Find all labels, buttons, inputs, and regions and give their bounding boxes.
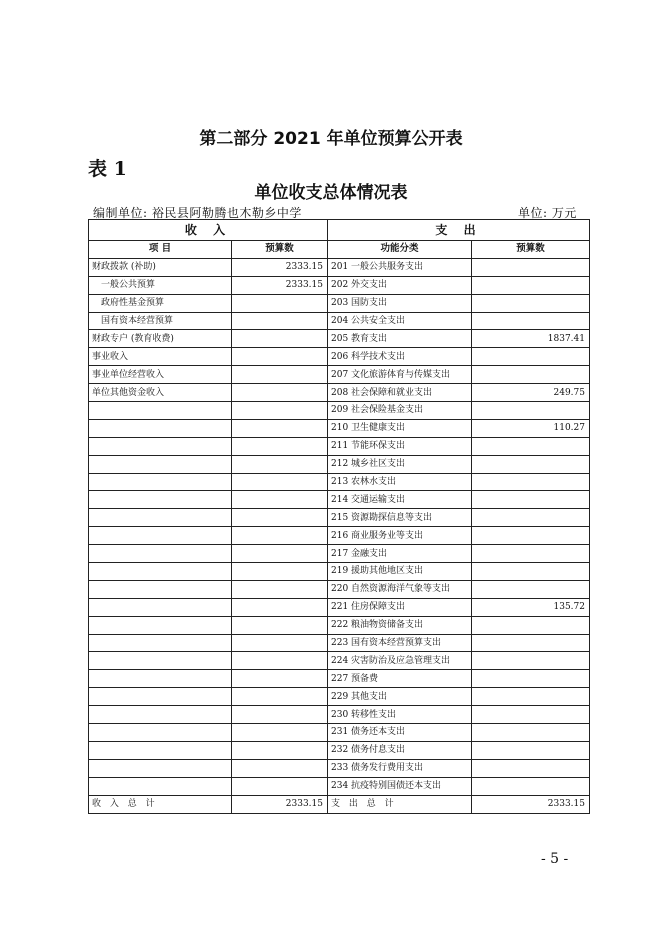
table-row [89,527,590,545]
income-budget-cell [232,777,328,795]
expense-category-cell: 214 交通运输支出 [328,491,472,509]
income-item-cell [89,509,232,527]
expense-category-cell: 211 节能环保支出 [328,437,472,455]
income-budget-cell [232,437,328,455]
table-row [89,473,590,491]
expense-budget-cell [472,509,590,527]
expense-category-cell: 232 债务付息支出 [328,741,472,759]
income-budget-cell [232,366,328,384]
expense-budget-cell [472,276,590,294]
income-item-cell [89,724,232,742]
table-row [89,741,590,759]
expense-budget-cell: 135.72 [472,598,590,616]
income-item-cell: 国有资本经营预算 [89,312,232,330]
budget-table [88,219,590,814]
income-item-cell [89,563,232,581]
income-item-cell: 事业单位经营收入 [89,366,232,384]
expense-budget-cell [472,366,590,384]
expense-budget-cell [472,258,590,276]
col-header-budget-2: 预算数 [472,241,590,259]
income-budget-cell [232,598,328,616]
expense-category-cell: 202 外交支出 [328,276,472,294]
expense-category-cell: 227 预备费 [328,670,472,688]
income-item-cell [89,706,232,724]
income-budget-cell [232,294,328,312]
income-budget-cell [232,455,328,473]
table-row [89,616,590,634]
expense-category-cell: 229 其他支出 [328,688,472,706]
income-item-cell [89,652,232,670]
table-row [89,580,590,598]
table-title: 单位收支总体情况表 [254,183,408,203]
expense-category-cell: 205 教育支出 [328,330,472,348]
income-budget-cell [232,741,328,759]
expense-budget-cell [472,545,590,563]
table-row [89,366,590,384]
expense-category-cell: 234 抗疫特别国债还本支出 [328,777,472,795]
income-item-cell [89,777,232,795]
part-title: 第二部分 2021 年单位预算公开表 [199,129,463,149]
income-budget-cell [232,402,328,420]
table-row [89,455,590,473]
table-row [89,384,590,402]
compiling-unit: 编制单位: 裕民县阿勒腾也木勒乡中学 [93,206,302,220]
income-item-cell [89,634,232,652]
income-item-cell: 一般公共预算 [89,276,232,294]
income-budget-cell: 2333.15 [232,276,328,294]
expense-category-cell: 216 商业服务业等支出 [328,527,472,545]
expense-budget-cell [472,455,590,473]
income-budget-cell [232,509,328,527]
expense-total-label: 支 出 总 计 [328,795,472,813]
expense-category-cell: 221 住房保障支出 [328,598,472,616]
expense-budget-cell [472,312,590,330]
income-budget-cell [232,759,328,777]
expense-category-cell: 207 文化旅游体育与传媒支出 [328,366,472,384]
totals-row [89,795,590,813]
table-row [89,258,590,276]
income-budget-cell [232,688,328,706]
col-header-budget: 预算数 [232,241,328,259]
income-budget-cell [232,384,328,402]
expense-budget-cell [472,616,590,634]
expense-category-cell: 204 公共安全支出 [328,312,472,330]
table-row [89,563,590,581]
income-item-cell [89,545,232,563]
income-budget-cell [232,580,328,598]
expense-category-cell: 217 金融支出 [328,545,472,563]
income-budget-cell [232,706,328,724]
expense-category-cell: 230 转移性支出 [328,706,472,724]
income-item-cell [89,527,232,545]
table-row [89,294,590,312]
expense-budget-cell: 249.75 [472,384,590,402]
expense-category-cell: 224 灾害防治及应急管理支出 [328,652,472,670]
table-row [89,330,590,348]
income-budget-cell [232,616,328,634]
income-item-cell: 财政拨款 (补助) [89,258,232,276]
income-item-cell [89,670,232,688]
table-row [89,402,590,420]
income-total-value: 2333.15 [232,795,328,813]
table-row [89,634,590,652]
expense-category-cell: 212 城乡社区支出 [328,455,472,473]
expense-budget-cell [472,580,590,598]
expense-budget-cell [472,527,590,545]
table-row [89,652,590,670]
col-header-category: 功能分类 [328,241,472,259]
income-item-cell [89,419,232,437]
table-row [89,777,590,795]
expense-total-value: 2333.15 [472,795,590,813]
income-item-cell [89,598,232,616]
income-budget-cell [232,348,328,366]
income-item-cell [89,473,232,491]
expense-budget-cell [472,724,590,742]
expense-category-cell: 233 债务发行费用支出 [328,759,472,777]
income-budget-cell [232,545,328,563]
expense-section-header: 支 出 [328,220,590,241]
income-item-cell: 单位其他资金收入 [89,384,232,402]
page-number: - 5 - [541,851,569,867]
expense-category-cell: 222 粮油物资储备支出 [328,616,472,634]
expense-budget-cell: 1837.41 [472,330,590,348]
expense-budget-cell [472,294,590,312]
expense-budget-cell [472,348,590,366]
expense-budget-cell [472,402,590,420]
expense-category-cell: 215 资源勘探信息等支出 [328,509,472,527]
expense-category-cell: 231 债务还本支出 [328,724,472,742]
table-row [89,491,590,509]
income-budget-cell [232,312,328,330]
expense-budget-cell [472,437,590,455]
table-number: 表 1 [88,158,127,180]
income-budget-cell [232,527,328,545]
expense-category-cell: 206 科学技术支出 [328,348,472,366]
income-total-label: 收 入 总 计 [89,795,232,813]
expense-category-cell: 219 援助其他地区支出 [328,563,472,581]
expense-budget-cell [472,652,590,670]
expense-category-cell: 209 社会保险基金支出 [328,402,472,420]
table-row [89,724,590,742]
income-budget-cell [232,563,328,581]
income-item-cell [89,759,232,777]
table-row [89,312,590,330]
income-budget-cell [232,670,328,688]
table-row [89,598,590,616]
income-item-cell: 财政专户 (教育收费) [89,330,232,348]
table-row [89,670,590,688]
income-budget-cell [232,330,328,348]
expense-budget-cell: 110.27 [472,419,590,437]
expense-budget-cell [472,706,590,724]
income-item-cell [89,688,232,706]
expense-budget-cell [472,670,590,688]
income-budget-cell: 2333.15 [232,258,328,276]
income-item-cell [89,741,232,759]
col-header-item: 项 目 [89,241,232,259]
income-section-header: 收 入 [89,220,328,241]
income-budget-cell [232,724,328,742]
income-item-cell [89,402,232,420]
expense-category-cell: 220 自然资源海洋气象等支出 [328,580,472,598]
expense-category-cell: 210 卫生健康支出 [328,419,472,437]
expense-budget-cell [472,473,590,491]
income-item-cell: 事业收入 [89,348,232,366]
income-item-cell [89,580,232,598]
income-item-cell [89,616,232,634]
income-budget-cell [232,652,328,670]
income-item-cell [89,491,232,509]
expense-budget-cell [472,688,590,706]
currency-unit: 单位: 万元 [518,206,577,220]
expense-category-cell: 213 农林水支出 [328,473,472,491]
income-budget-cell [232,419,328,437]
income-budget-cell [232,634,328,652]
table-row [89,437,590,455]
table-row [89,509,590,527]
table-row [89,706,590,724]
expense-budget-cell [472,777,590,795]
income-item-cell: 政府性基金预算 [89,294,232,312]
table-row [89,419,590,437]
table-row [89,348,590,366]
table-row [89,545,590,563]
table-row [89,688,590,706]
expense-category-cell: 201 一般公共服务支出 [328,258,472,276]
expense-category-cell: 203 国防支出 [328,294,472,312]
expense-budget-cell [472,491,590,509]
expense-budget-cell [472,563,590,581]
expense-budget-cell [472,634,590,652]
income-item-cell [89,437,232,455]
expense-budget-cell [472,759,590,777]
expense-category-cell: 223 国有资本经营预算支出 [328,634,472,652]
expense-budget-cell [472,741,590,759]
table-row [89,759,590,777]
income-budget-cell [232,491,328,509]
income-item-cell [89,455,232,473]
table-row [89,276,590,294]
expense-category-cell: 208 社会保障和就业支出 [328,384,472,402]
income-budget-cell [232,473,328,491]
